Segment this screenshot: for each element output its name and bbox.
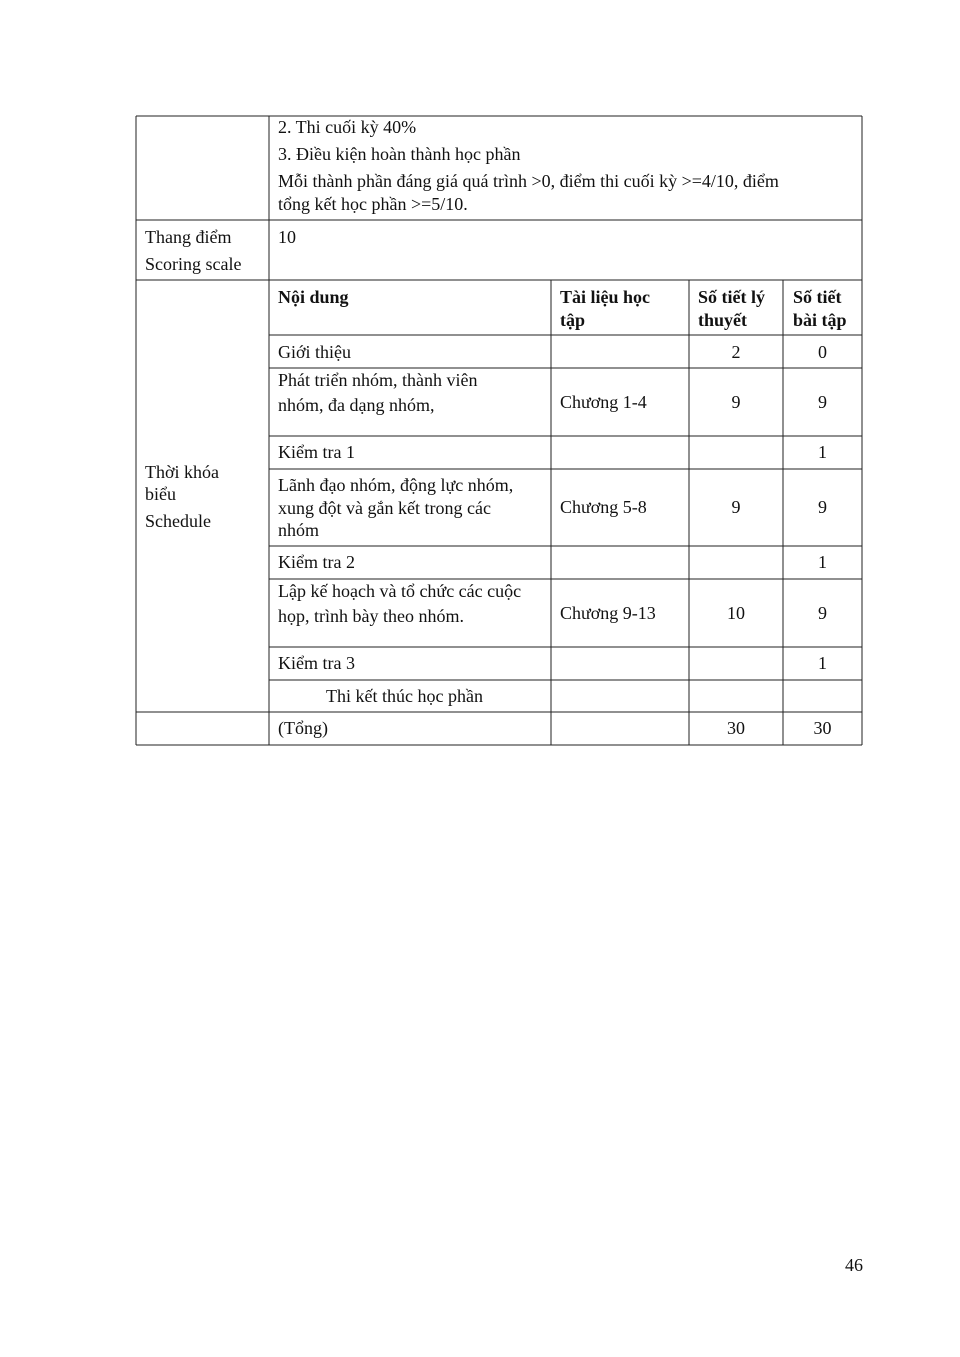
row-2-content-line1: Phát triển nhóm, thành viên	[278, 370, 478, 390]
total-label: (Tổng)	[278, 718, 328, 738]
row-4-theory: 9	[731, 497, 741, 517]
page-number: 46	[845, 1255, 863, 1275]
scoring-label-vi: Thang điểm	[145, 227, 232, 247]
row-8-content: Thi kết thúc học phần	[326, 686, 483, 706]
row-4-content-line1: Lãnh đạo nhóm, động lực nhóm,	[278, 475, 514, 495]
row-4-content-line2: xung đột và gắn kết trong các	[278, 498, 491, 518]
row-1-exercise: 0	[818, 342, 827, 362]
schedule-label-vi-2: biểu	[145, 484, 176, 504]
row-3-exercise: 1	[818, 442, 827, 462]
row-4-exercise: 9	[818, 497, 827, 517]
row-5-exercise: 1	[818, 552, 827, 572]
header-materials-1: Tài liệu học	[560, 287, 651, 307]
assessment-criteria-line2: tổng kết học phần >=5/10.	[278, 194, 468, 214]
total-theory: 30	[727, 718, 745, 738]
row-6-materials: Chương 9-13	[560, 603, 656, 623]
assessment-line-completion: 3. Điều kiện hoàn thành học phần	[278, 144, 521, 164]
row-1-theory: 2	[731, 342, 741, 362]
header-content: Nội dung	[278, 287, 349, 307]
header-exercise-2: bài tập	[793, 310, 847, 330]
row-4-content-line3: nhóm	[278, 520, 320, 540]
row-2-exercise: 9	[818, 392, 827, 412]
row-6-exercise: 9	[818, 603, 827, 623]
total-exercise: 30	[813, 718, 832, 738]
row-6-content-line1: Lập kế hoạch và tổ chức các cuộc	[278, 581, 522, 601]
header-materials-2: tập	[560, 310, 586, 330]
row-1-content: Giới thiệu	[278, 342, 352, 362]
schedule-label-en: Schedule	[145, 511, 211, 531]
header-exercise-1: Số tiết	[793, 287, 842, 307]
row-2-theory: 9	[731, 392, 741, 412]
assessment-line-final-exam: 2. Thi cuối kỳ 40%	[278, 117, 417, 137]
assessment-criteria-line1: Mỗi thành phần đáng giá quá trình >0, điểm thi cuối kỳ >=4/10, điểm	[278, 171, 779, 191]
row-2-materials: Chương 1-4	[560, 392, 647, 412]
row-7-exercise: 1	[818, 653, 827, 673]
header-theory-1: Số tiết lý	[698, 287, 765, 307]
row-5-content: Kiểm tra 2	[278, 552, 355, 572]
scoring-label-en: Scoring scale	[145, 254, 242, 274]
row-6-content-line2: họp, trình bày theo nhóm.	[278, 606, 464, 626]
row-4-materials: Chương 5-8	[560, 497, 647, 517]
row-6-theory: 10	[727, 603, 745, 623]
row-2-content-line2: nhóm, đa dạng nhóm,	[278, 395, 435, 415]
row-7-content: Kiểm tra 3	[278, 653, 355, 673]
header-theory-2: thuyết	[698, 310, 747, 330]
scoring-value: 10	[278, 227, 296, 247]
row-3-content: Kiểm tra 1	[278, 442, 355, 462]
schedule-label-vi-1: Thời khóa	[145, 462, 220, 482]
